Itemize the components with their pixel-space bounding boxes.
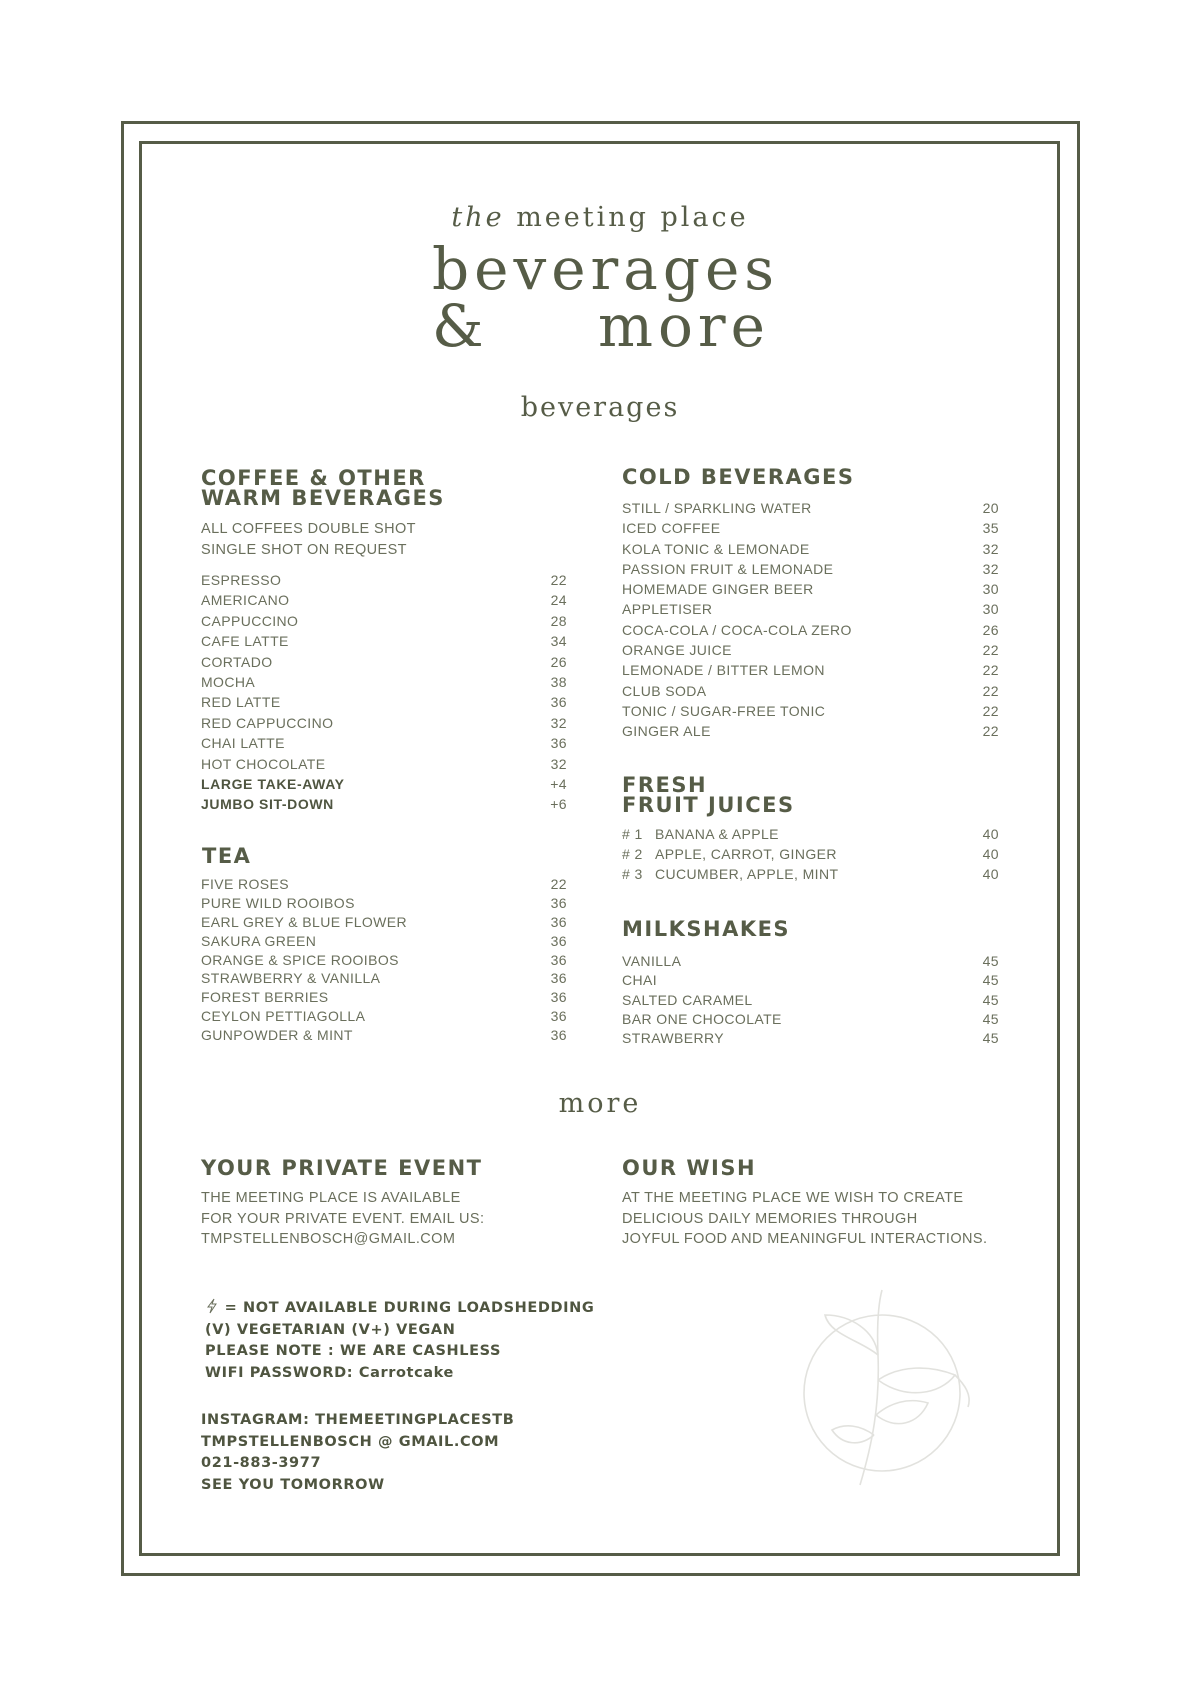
restaurant-name: the meeting place: [451, 202, 749, 233]
menu-item-name: HOMEMADE GINGER BEER: [622, 581, 814, 598]
coffee-list: [201, 572, 567, 817]
menu-title-line1: beverages: [432, 235, 780, 303]
menu-item-price: +6: [550, 796, 567, 813]
menu-item-name: APPLETISER: [622, 601, 713, 618]
menu-item-price: 32: [550, 714, 567, 731]
leaf-circle-icon: [790, 1285, 1000, 1505]
menu-item-name: CLUB SODA: [622, 682, 707, 699]
menu-item-price: 22: [982, 662, 999, 679]
menu-item-name: JUMBO SIT-DOWN: [201, 796, 334, 813]
menu-item-price: 22: [550, 572, 567, 588]
menu-item-row: [201, 933, 567, 952]
menu-item-name: AMERICANO: [201, 592, 290, 609]
menu-item-row: [622, 541, 999, 561]
menu-item-row: [201, 1008, 567, 1027]
menu-item-price: 28: [550, 612, 567, 629]
milkshakes-heading: MILKSHAKES: [622, 917, 791, 941]
menu-item-row: [622, 826, 999, 846]
menu-item-row: [622, 601, 999, 621]
private-event-heading: YOUR PRIVATE EVENT: [201, 1156, 483, 1180]
menu-item-row: [622, 1011, 999, 1030]
menu-item-name: KOLA TONIC & LEMONADE: [622, 540, 810, 557]
menu-item-row: [622, 1030, 999, 1049]
menu-item-price: 22: [982, 642, 999, 659]
menu-item-name: PURE WILD ROOIBOS: [201, 894, 355, 911]
menu-item-row: [622, 703, 999, 723]
menu-title-ampersand: &: [432, 292, 484, 360]
menu-item-row: [201, 914, 567, 933]
coffee-note: ALL COFFEES DOUBLE SHOT SINGLE SHOT ON REQUEST: [201, 521, 416, 558]
menu-item-name: GINGER ALE: [622, 723, 711, 740]
menu-item-row: [201, 776, 567, 796]
menu-item-row: [622, 500, 999, 520]
our-wish-text: AT THE MEETING PLACE WE WISH TO CREATE DELICIOUS DAILY MEMORIES THROUGH JOYFUL FOOD AND MEANINGFUL INTERACTIONS.: [622, 1190, 988, 1247]
contact-block: [201, 1410, 514, 1496]
menu-title-line2: more: [598, 292, 770, 360]
menu-item-price: 26: [550, 653, 567, 670]
menu-item-name: CAFE LATTE: [201, 633, 289, 650]
cold-beverages-list: [622, 500, 999, 744]
menu-item-price: 45: [982, 1030, 999, 1047]
menu-item-name: RED LATTE: [201, 694, 281, 711]
menu-item-price: 26: [982, 621, 999, 638]
signoff: SEE YOU TOMORROW: [201, 1476, 385, 1493]
juices-heading: FRESH FRUIT JUICES: [622, 773, 795, 817]
menu-item-name: CHAI: [622, 972, 658, 989]
menu-item-price: 36: [550, 694, 567, 711]
milkshakes-list: [622, 953, 999, 1049]
menu-item-price: 45: [982, 991, 999, 1008]
menu-item-price: 38: [550, 673, 567, 690]
instagram-handle: INSTAGRAM: THEMEETINGPLACESTB: [201, 1412, 515, 1428]
menu-item-price: 22: [982, 682, 999, 699]
menu-item-price: 32: [982, 540, 999, 557]
contact-email: TMPSTELLENBOSCH @ GMAIL.COM: [201, 1433, 500, 1450]
menu-item-name: VANILLA: [622, 953, 682, 969]
tea-heading: TEA: [202, 844, 252, 868]
our-wish-heading: OUR WISH: [622, 1156, 757, 1180]
menu-item-row: [622, 972, 999, 991]
menu-item-price: 40: [982, 826, 999, 842]
menu-item-row: [201, 989, 567, 1008]
menu-item-price: 32: [550, 755, 567, 772]
menu-notes: [205, 1298, 594, 1384]
menu-item-price: 40: [982, 866, 999, 882]
menu-item-name: BAR ONE CHOCOLATE: [622, 1010, 782, 1027]
menu-item-price: 36: [550, 1008, 567, 1025]
menu-item-name: CORTADO: [201, 653, 273, 670]
menu-item-row: [201, 952, 567, 971]
menu-item-price: 36: [550, 1027, 567, 1044]
menu-item-row: [201, 654, 567, 674]
menu-item-name: # 3 CUCUMBER, APPLE, MINT: [622, 866, 839, 882]
menu-item-row: [622, 642, 999, 662]
menu-item-price: 20: [982, 500, 999, 516]
coffee-heading: COFFEE & OTHER WARM BEVERAGES: [201, 466, 445, 510]
menu-item-name: # 1 BANANA & APPLE: [622, 826, 779, 842]
menu-item-price: 35: [982, 520, 999, 537]
menu-item-name: CHAI LATTE: [201, 735, 285, 752]
menu-item-row: [201, 633, 567, 653]
menu-item-price: 45: [982, 972, 999, 989]
juice-number: # 2: [622, 846, 643, 862]
menu-item-row: [201, 756, 567, 776]
menu-item-price: 45: [982, 1010, 999, 1027]
menu-item-name: MOCHA: [201, 673, 256, 690]
menu-item-price: 22: [982, 702, 999, 719]
menu-item-price: 36: [550, 951, 567, 968]
menu-item-name: CEYLON PETTIAGOLLA: [201, 1008, 366, 1025]
menu-item-row: [201, 796, 567, 816]
dietary-note: (V) VEGETARIAN (V+) VEGAN: [205, 1321, 456, 1338]
menu-item-row: [201, 735, 567, 755]
menu-item-price: 40: [982, 846, 999, 862]
menu-item-row: [201, 694, 567, 714]
menu-item-row: [622, 662, 999, 682]
juice-number: # 3: [622, 866, 643, 882]
menu-item-row: [622, 953, 999, 972]
menu-item-row: [622, 683, 999, 703]
private-event-text: THE MEETING PLACE IS AVAILABLE FOR YOUR PRIVATE EVENT. EMAIL US: TMPSTELLENBOSCH@GMAIL.COM: [201, 1190, 485, 1247]
menu-item-row: [201, 674, 567, 694]
menu-item-name: FOREST BERRIES: [201, 989, 329, 1006]
menu-item-price: 36: [550, 932, 567, 949]
menu-item-name: LEMONADE / BITTER LEMON: [622, 662, 825, 679]
tea-list: [201, 876, 567, 1046]
menu-item-row: [622, 992, 999, 1011]
menu-item-row: [622, 866, 999, 886]
menu-item-row: [622, 723, 999, 743]
menu-item-name: SAKURA GREEN: [201, 932, 317, 949]
menu-item-row: [201, 1027, 567, 1046]
menu-item-price: 36: [550, 913, 567, 930]
menu-item-name: STRAWBERRY: [622, 1030, 725, 1047]
contact-phone: 021-883-3977: [201, 1455, 322, 1471]
menu-item-row: [622, 561, 999, 581]
menu-item-row: [622, 846, 999, 866]
menu-item-price: 22: [550, 876, 567, 892]
menu-item-name: ESPRESSO: [201, 572, 282, 588]
menu-item-name: FIVE ROSES: [201, 876, 290, 892]
menu-item-name: GUNPOWDER & MINT: [201, 1027, 353, 1044]
section-title-beverages: beverages: [520, 392, 680, 423]
menu-item-price: 36: [550, 894, 567, 911]
menu-item-price: 30: [982, 601, 999, 618]
wifi-note: WIFI PASSWORD: Carrotcake: [205, 1364, 454, 1381]
menu-item-price: 36: [550, 970, 567, 987]
menu-item-price: 24: [550, 592, 567, 609]
menu-item-name: HOT CHOCOLATE: [201, 755, 326, 772]
lightning-bolt-icon: [205, 1298, 219, 1314]
menu-item-price: +4: [550, 775, 567, 792]
menu-item-name: LARGE TAKE-AWAY: [201, 775, 345, 792]
menu-item-name: CAPPUCCINO: [201, 612, 299, 629]
menu-item-name: RED CAPPUCCINO: [201, 714, 334, 731]
juices-list: [622, 826, 999, 886]
menu-item-price: 32: [982, 560, 999, 577]
menu-item-name: EARL GREY & BLUE FLOWER: [201, 913, 408, 930]
menu-item-price: 22: [982, 723, 999, 740]
cold-beverages-heading: COLD BEVERAGES: [622, 465, 855, 489]
cashless-note: PLEASE NOTE : WE ARE CASHLESS: [205, 1343, 502, 1359]
menu-item-row: [201, 613, 567, 633]
menu-item-name: TONIC / SUGAR-FREE TONIC: [622, 702, 826, 719]
juice-number: # 1: [622, 826, 643, 842]
menu-item-price: 34: [550, 633, 567, 650]
menu-item-name: COCA-COLA / COCA-COLA ZERO: [622, 621, 852, 638]
menu-item-row: [622, 622, 999, 642]
menu-item-row: [201, 592, 567, 612]
menu-item-price: 45: [982, 953, 999, 969]
section-title-more: more: [558, 1088, 642, 1119]
menu-item-price: 36: [550, 989, 567, 1006]
menu-item-name: ORANGE JUICE: [622, 642, 732, 659]
menu-item-name: # 2 APPLE, CARROT, GINGER: [622, 846, 837, 862]
menu-item-row: [201, 970, 567, 989]
menu-item-name: ICED COFFEE: [622, 520, 721, 537]
menu-item-name: STRAWBERRY & VANILLA: [201, 970, 381, 987]
menu-item-row: [201, 895, 567, 914]
loadshedding-note: = NOT AVAILABLE DURING LOADSHEDDING: [205, 1298, 594, 1320]
menu-item-name: ORANGE & SPICE ROOIBOS: [201, 951, 399, 968]
menu-item-row: [622, 520, 999, 540]
menu-item-row: [201, 715, 567, 735]
menu-item-row: [622, 581, 999, 601]
menu-item-name: PASSION FRUIT & LEMONADE: [622, 560, 834, 577]
menu-item-row: [201, 572, 567, 592]
menu-item-row: [201, 876, 567, 895]
menu-item-price: 36: [550, 735, 567, 752]
menu-item-name: SALTED CARAMEL: [622, 991, 753, 1008]
menu-item-price: 30: [982, 581, 999, 598]
menu-item-name: STILL / SPARKLING WATER: [622, 500, 812, 516]
